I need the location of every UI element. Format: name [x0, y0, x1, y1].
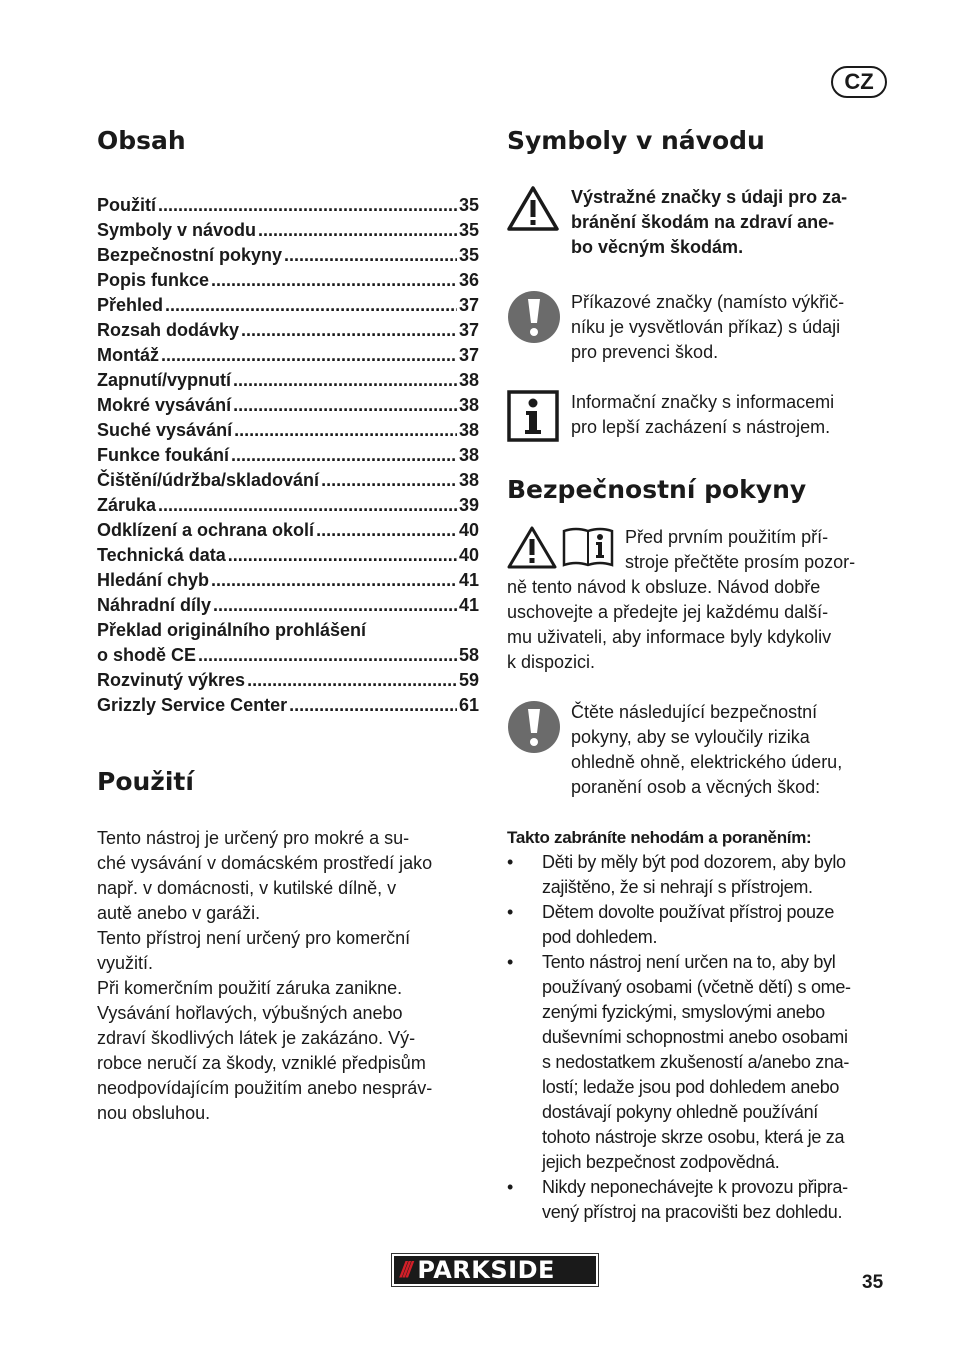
read-manual-block	[507, 525, 892, 575]
text-line: Před prvním použitím pří-	[625, 527, 829, 547]
toc-entry-page: 61	[458, 695, 479, 715]
toc-entry-page: 38	[458, 470, 479, 490]
toc-entry-title: Zapnutí/vypnutí	[97, 370, 231, 390]
toc-entry-title: Čištění/údržba/skladování	[97, 470, 320, 490]
text-line: Informační značky s informacemi	[571, 392, 835, 412]
bullet-line: duševními schopnostmi anebo osobami	[542, 1027, 848, 1047]
toc-entry-title: Funkce foukání	[97, 445, 230, 465]
usage-line: ché vysávání v domácském prostředí jako	[97, 853, 433, 873]
warning-triangle-icon	[507, 525, 557, 569]
bullet-line: jejich bezpečnost zodpovědná.	[542, 1152, 780, 1172]
text-line: bránění škodám na zdraví ane-	[571, 212, 835, 232]
toc-entry-page: 40	[458, 545, 479, 565]
toc-entry	[97, 420, 479, 445]
toc-entry-page: 58	[458, 645, 479, 665]
text-line: ohledně ohně, elektrického úderu,	[571, 752, 843, 772]
usage-line: využití.	[97, 953, 154, 973]
usage-text	[97, 826, 479, 1126]
usage-line: neodpovídajícím použitím anebo nespráv-	[97, 1078, 433, 1098]
text-line: bo věcným škodám.	[571, 237, 744, 257]
bullet-line: vený přístroj na pracovišti bez dohledu.	[542, 1202, 843, 1222]
toc-entry-page: 40	[458, 520, 479, 540]
toc-entry-title: Mokré vysávání	[97, 395, 232, 415]
toc-entry	[97, 245, 479, 270]
toc-entry	[97, 570, 479, 595]
toc-entry-page: 38	[458, 395, 479, 415]
info-i-icon	[507, 390, 559, 442]
safety-bullets	[507, 850, 892, 1225]
toc-leader-dots	[241, 320, 457, 341]
symbols-title: Symboly v návodu	[507, 126, 765, 155]
bullet-line: dostávají pokyny ohledně používání	[542, 1102, 818, 1122]
toc-leader-dots	[228, 545, 457, 566]
toc-entry-title: Suché vysávání	[97, 420, 233, 440]
toc-entry	[97, 595, 479, 620]
toc-entry-page: 41	[458, 570, 479, 590]
toc-entry	[97, 195, 479, 220]
toc-leader-dots	[247, 670, 457, 691]
toc-entry	[97, 320, 479, 345]
text-line: níku je vysvětlován příkaz) s údaji	[571, 317, 841, 337]
text-line: stroje přečtěte prosím pozor-	[625, 552, 856, 572]
language-badge: CZ	[831, 66, 887, 98]
right-column	[507, 126, 892, 1225]
safety-title: Bezpečnostní pokyny	[507, 475, 807, 504]
bullet-line: • Nikdy neponechávejte k provozu připra-	[542, 1177, 848, 1197]
toc-entry-title: Překlad originálního prohlášení	[97, 620, 367, 640]
parkside-logo	[391, 1253, 599, 1287]
symbol-warning-text	[571, 185, 892, 260]
toc-entry-title: Technická data	[97, 545, 226, 565]
toc-entry-title: Náhradní díly	[97, 595, 212, 615]
toc-entry-title: Přehled	[97, 295, 164, 315]
logo-brand: PARKSIDE	[417, 1256, 555, 1284]
toc-entry	[97, 345, 479, 370]
usage-title: Použití	[97, 767, 194, 796]
toc-leader-dots	[289, 695, 457, 716]
toc-entry-page: 35	[458, 195, 479, 215]
toc-title: Obsah	[97, 126, 186, 155]
toc-leader-dots	[158, 195, 457, 216]
toc-entry-title: Symboly v návodu	[97, 220, 257, 240]
toc-entry	[97, 295, 479, 320]
toc-entry	[97, 445, 479, 470]
toc-entry-title: Odklízení a ochrana okolí	[97, 520, 315, 540]
text-line: poranění osob a věcných škod:	[571, 777, 821, 797]
read-manual-text	[507, 575, 892, 675]
toc-leader-dots	[161, 345, 457, 366]
toc-entry	[97, 470, 479, 495]
toc-entry	[97, 670, 479, 695]
toc-entry-title: Záruka	[97, 495, 157, 515]
safety-bullet	[507, 1175, 892, 1225]
toc-entry-page: 36	[458, 270, 479, 290]
text-line: Příkazové značky (namísto výkřič-	[571, 292, 845, 312]
toc-entry-title: Grizzly Service Center	[97, 695, 288, 715]
usage-line: robce neručí za škody, vzniklé předpisům	[97, 1053, 426, 1073]
usage-line: Tento přístroj není určený pro komerční	[97, 928, 411, 948]
mandatory-exclamation-icon	[507, 700, 561, 754]
toc-entry-title: Rozvinutý výkres	[97, 670, 246, 690]
toc-entry-page: 38	[458, 420, 479, 440]
text-line: pro lepší zacházení s nástrojem.	[571, 417, 831, 437]
bullet-line: • Dětem dovolte používat přístroj pouze	[542, 902, 835, 922]
table-of-contents	[97, 195, 479, 720]
logo-slashes: ///	[400, 1257, 410, 1282]
toc-entry-title: Bezpečnostní pokyny	[97, 245, 283, 265]
safety-bullet	[507, 950, 892, 1175]
toc-leader-dots	[211, 270, 457, 291]
read-following-text	[571, 700, 892, 800]
toc-entry-title: Montáž	[97, 345, 159, 365]
toc-entry-title: Hledání chyb	[97, 570, 210, 590]
toc-entry-title: Rozsah dodávky	[97, 320, 240, 340]
symbol-info	[507, 390, 892, 447]
toc-entry-page: 59	[458, 670, 479, 690]
page-number: 35	[862, 1272, 884, 1293]
toc-leader-dots	[165, 295, 457, 316]
bullet-line: zajištěno, že si nehrají s přístrojem.	[542, 877, 813, 897]
toc-entry	[97, 545, 479, 570]
symbol-mandatory	[507, 290, 892, 365]
toc-entry-page: 39	[458, 495, 479, 515]
toc-entry	[97, 270, 479, 295]
toc-entry-title: Použití	[97, 195, 156, 215]
toc-entry	[97, 370, 479, 395]
toc-entry-page: 38	[458, 370, 479, 390]
toc-entry-page: 35	[458, 220, 479, 240]
usage-line: Tento nástroj je určený pro mokré a su-	[97, 828, 410, 848]
toc-leader-dots	[158, 495, 457, 516]
prevent-title: Takto zabráníte nehodám a poraněním:	[507, 828, 812, 847]
toc-entry	[97, 645, 479, 670]
usage-line: autě anebo v garáži.	[97, 903, 261, 923]
toc-entry-title: Popis funkce	[97, 270, 210, 290]
warning-triangle-icon	[507, 185, 559, 231]
toc-entry	[97, 620, 479, 645]
toc-entry-page: 37	[458, 345, 479, 365]
symbol-info-text	[571, 390, 892, 440]
bullet-line: používaný osobami (včetně dětí) s ome-	[542, 977, 851, 997]
bullet-line: lostí; ledaže jsou pod dohledem anebo	[542, 1077, 840, 1097]
toc-entry	[97, 220, 479, 245]
text-line: pro prevenci škod.	[571, 342, 719, 362]
toc-entry	[97, 695, 479, 720]
bullet-line: zenými fyzickými, smyslovými anebo	[542, 1002, 825, 1022]
text-line: Čtěte následující bezpečnostní	[571, 702, 818, 722]
read-manual-text-short	[625, 525, 855, 575]
toc-leader-dots	[233, 395, 457, 416]
toc-leader-dots	[231, 445, 457, 466]
text-line: mu uživateli, aby informace byly kdykoliv	[507, 627, 832, 647]
toc-leader-dots	[316, 520, 457, 541]
safety-bullet	[507, 850, 892, 900]
toc-leader-dots	[321, 470, 457, 491]
bullet-line: pod dohledem.	[542, 927, 658, 947]
toc-entry-page: 37	[458, 320, 479, 340]
toc-entry-page: 41	[458, 595, 479, 615]
symbol-warning	[507, 185, 892, 260]
bullet-line: s nedostatkem zkušeností a/anebo zna-	[542, 1052, 850, 1072]
text-line: Výstražné značky s údaji pro za-	[571, 187, 848, 207]
usage-line: Při komerčním použití záruka zanikne.	[97, 978, 403, 998]
toc-entry-page: 35	[458, 245, 479, 265]
symbol-mandatory-text	[571, 290, 892, 365]
usage-line: Vysávání hořlavých, výbušných anebo	[97, 1003, 403, 1023]
bullet-line: • Tento nástroj není určen na to, aby byl	[542, 952, 836, 972]
safety-bullet	[507, 900, 892, 950]
text-line: ně tento návod k obsluze. Návod dobře	[507, 577, 821, 597]
text-line: pokyny, aby se vyloučily rizika	[571, 727, 810, 747]
toc-entry-page: 38	[458, 445, 479, 465]
toc-entry-page: 37	[458, 295, 479, 315]
toc-leader-dots	[213, 595, 457, 616]
text-line: k dispozici.	[507, 652, 596, 672]
toc-leader-dots	[198, 645, 457, 666]
toc-leader-dots	[211, 570, 457, 591]
toc-leader-dots	[284, 245, 457, 266]
toc-leader-dots	[233, 370, 457, 391]
read-following-block	[507, 700, 892, 800]
usage-line: např. v domácnosti, v kutilské dílně, v	[97, 878, 397, 898]
toc-entry-title: o shodě CE	[97, 645, 197, 665]
mandatory-exclamation-icon	[507, 290, 561, 344]
bullet-line: tohoto nástroje skrze osobu, která je za	[542, 1127, 845, 1147]
toc-leader-dots	[258, 220, 457, 241]
toc-entry	[97, 520, 479, 545]
toc-entry	[97, 395, 479, 420]
usage-line: nou obsluhou.	[97, 1103, 211, 1123]
text-line: uschovejte a předejte jej každému další-	[507, 602, 829, 622]
left-column	[97, 126, 479, 1126]
read-manual-icon	[561, 525, 615, 569]
usage-line: zdraví škodlivých látek je zakázáno. Vý-	[97, 1028, 416, 1048]
toc-leader-dots	[234, 420, 457, 441]
toc-entry	[97, 495, 479, 520]
bullet-line: • Děti by měly být pod dozorem, aby bylo	[542, 852, 846, 872]
